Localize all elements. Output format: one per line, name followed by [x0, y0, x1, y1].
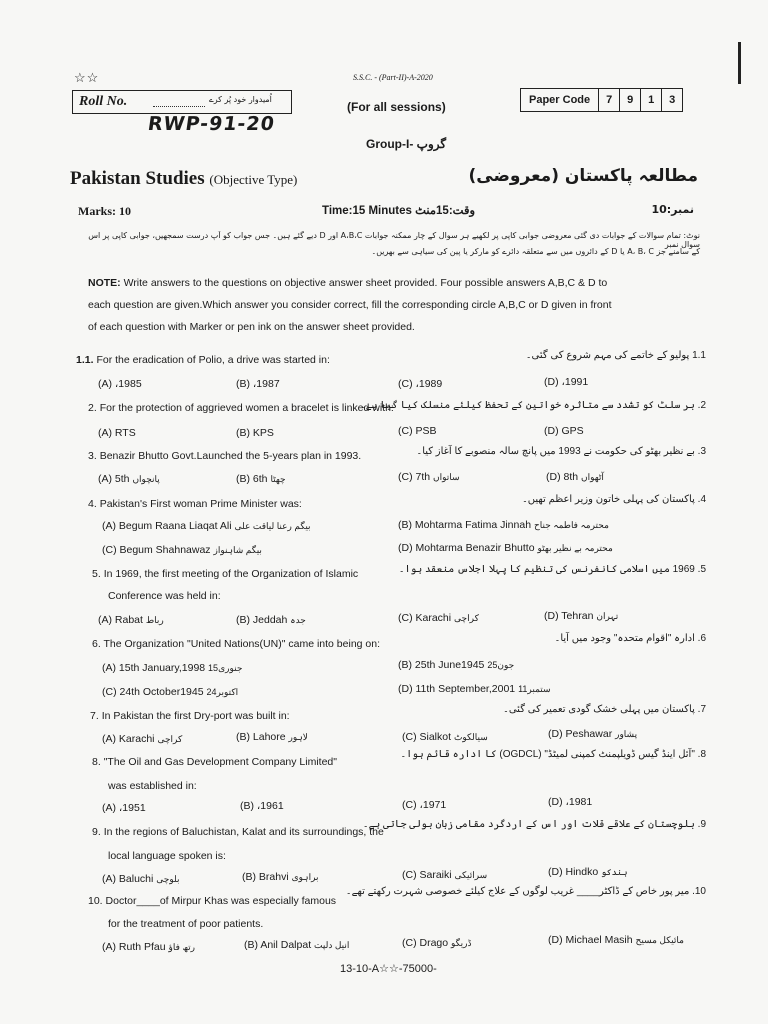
question-2-urdu: 2. بر سلٹ کو تشدد سے متاثرہ خواتین کے تحفظ کیلئے منسلک کیا گیا ہے۔: [359, 400, 706, 411]
question-10-line-2: for the treatment of poor patients.: [108, 918, 264, 930]
subject-title: [70, 168, 297, 190]
q3-option-a: (A) 5th پانچواں: [98, 473, 160, 485]
q6-option-d: (D) 11th September,2001 11ستمبر: [398, 683, 551, 695]
question-7-urdu: 7. پاکستان میں پہلی خشک گودی تعمیر کی گئی۔: [502, 704, 706, 715]
question-5-urdu: 5. 1969 میں اسلامی کانفرنس کی تنظیم کا پہلا اجلاس منعقد ہوا۔: [398, 564, 706, 575]
subject-name: Pakistan Studies: [70, 168, 205, 189]
q10-option-c: (C) Drago ڈریگو: [402, 937, 472, 949]
paper-code-digit: 3: [669, 94, 676, 106]
q3-option-c: (C) 7th ساتواں: [398, 471, 460, 483]
question-7: 7. In Pakistan the first Dry-port was built in:: [90, 710, 290, 722]
question-8: 8. "The Oil and Gas Development Company Limited": [92, 756, 337, 768]
q7-option-b: (B) Lahore لاہور: [236, 731, 308, 743]
q5-option-c: (C) Karachi کراچی: [398, 612, 479, 624]
roll-handwritten: RWP-91-20: [146, 113, 277, 135]
footer-code: 13-10-A☆☆-75000-: [340, 963, 437, 975]
question-5-line-2: Conference was held in:: [108, 590, 221, 602]
question-5: 5. In 1969, the first meeting of the Organization of Islamic: [92, 568, 359, 580]
q7-option-c: (C) Sialkot سیالکوٹ: [402, 731, 488, 743]
q8-option-d: (D) ،1981: [548, 796, 593, 808]
instructions-urdu-line-1: نوٹ: تمام سوالات کے جوابات دی گئی معروضی جوابی کاپی پر لکھیے ہر سوال کے چار ممکنہ جوابات A،B،C اور D دیے گئے ہیں۔ جس جواب کو آپ درست سمجھیں، جوابی کاپی پر اس سوال نمبر: [88, 231, 700, 249]
q2-option-a: (A) RTS: [98, 427, 136, 439]
q9-option-c: (C) Saraiki سرائیکی: [402, 869, 488, 881]
q6-option-a: (A) 15th January,1998 15جنوری: [102, 662, 243, 674]
roll-line: [153, 106, 205, 107]
marks-label: Marks: 10: [78, 204, 131, 218]
q9-option-a: (A) Baluchi بلوچی: [102, 873, 180, 885]
q2-option-d: (D) GPS: [544, 425, 584, 437]
q5-option-d: (D) Tehran تہران: [544, 610, 619, 622]
q4-option-b: (B) Mohtarma Fatima Jinnah محترمہ فاطمہ جناح: [398, 519, 609, 531]
question-10: 10. Doctor____of Mirpur Khas was especially famous: [88, 895, 337, 907]
q10-option-b: (B) Anil Dalpat انیل دلپت: [244, 939, 350, 951]
paper-code-digit: 7: [599, 89, 620, 111]
question-1: 1.1. For the eradication of Polio, a drive was started in:: [76, 354, 330, 366]
subject-title-urdu: مطالعہ پاکستان (معروضی): [468, 166, 698, 186]
q10-option-a: (A) Ruth Pfau رتھ فاؤ: [102, 941, 195, 953]
roll-urdu-label: اُمیدوار خود پُر کرے: [209, 95, 272, 104]
question-4-urdu: 4. پاکستان کی پہلی خاتون وزیر اعظم تھیں۔: [521, 494, 706, 505]
question-9-urdu: 9. بلوچستان کے علاقے قلات اور اس کے اردگرد مقامی زبان بولی جاتی ہے۔: [362, 819, 706, 830]
q8-option-c: (C) ،1971: [402, 799, 447, 811]
margin-mark: [738, 42, 741, 84]
question-6: 6. The Organization "United Nations(UN)" came into being on:: [92, 638, 381, 650]
paper-code-label: Paper Code: [521, 89, 599, 111]
question-8-line-2: was established in:: [108, 780, 197, 792]
q4-option-c: (C) Begum Shahnawaz بیگم شاہنواز: [102, 544, 262, 556]
paper-code-box: [520, 88, 683, 112]
question-3-urdu: 3. بے نظیر بھٹو کی حکومت نے 1993 میں پانچ سالہ منصوبے کا آغاز کیا۔: [416, 446, 706, 457]
question-4: 4. Pakistan's First woman Prime Minister was:: [88, 498, 302, 510]
sessions-note: (For all sessions): [347, 100, 446, 114]
note-line-3: of each question with Marker or pen ink on the answer sheet provided.: [88, 321, 415, 333]
time-label: Time:15 Minutes وقت:15منٹ: [322, 205, 476, 217]
instructions-urdu-line-2: کے سامنے جز A، B، C یا D کے دائروں میں سے متعلقہ دائرے کو مارکر یا پین کی سیاہی سے بھریں۔: [371, 247, 700, 256]
q1-option-a: (A) ،1985: [98, 378, 142, 390]
question-6-urdu: 6. ادارہ "اقوام متحدہ" وجود میں آیا۔: [554, 633, 706, 644]
q5-option-a: (A) Rabat رباط: [98, 614, 164, 626]
question-2: 2. For the protection of aggrieved women a bracelet is linked with:: [88, 402, 394, 414]
note-line-2: each question are given.Which answer you consider correct, fill the corresponding circle A,B,C or D given in front: [88, 299, 612, 311]
question-1-urdu: 1.1 پولیو کے خاتمے کی مہم شروع کی گئی۔: [525, 350, 706, 361]
roll-label: Roll No.: [79, 94, 128, 109]
instructions-english: [88, 273, 708, 293]
question-3: 3. Benazir Bhutto Govt.Launched the 5-years plan in 1993.: [88, 450, 362, 462]
q5-option-b: (B) Jeddah جدہ: [236, 614, 306, 626]
q3-option-d: (D) 8th آٹھواں: [546, 471, 604, 483]
q6-option-c: (C) 24th October1945 24اکتوبر: [102, 686, 239, 698]
q1-option-b: (B) ،1987: [236, 378, 280, 390]
q3-option-b: (B) 6th چھٹا: [236, 473, 286, 485]
q7-option-a: (A) Karachi کراچی: [102, 733, 183, 745]
q4-option-d: (D) Mohtarma Benazir Bhutto محترمہ بے نظیر بھٹو: [398, 542, 613, 554]
q2-option-c: (C) PSB: [398, 425, 437, 437]
q7-option-d: (D) Peshawar پشاور: [548, 728, 638, 740]
marks-urdu: نمبر:10: [651, 203, 694, 216]
q9-option-b: (B) Brahvi براہوی: [242, 871, 319, 883]
exam-code: S.S.C. - (Part-II)-A-2020: [353, 73, 433, 82]
note-line-1: NOTE: Write answers to the questions on objective answer sheet provided. Four possible answers A,B,C & D to: [88, 277, 608, 289]
question-10-urdu: 10. میر پور خاص کے ڈاکٹر____ غریب لوگوں کے علاج کیلئے خصوصی شہرت رکھتے تھے۔: [345, 886, 706, 897]
question-9-line-2: local language spoken is:: [108, 850, 226, 862]
q8-option-a: (A) ،1951: [102, 802, 146, 814]
q10-option-d: (D) Michael Masih مائیکل مسیح: [548, 934, 684, 946]
q8-option-b: (B) ،1961: [240, 800, 284, 812]
question-8-urdu: 8. "آئل اینڈ گیس ڈویلپمنٹ کمپنی لمیٹڈ" (OGDCL) کا ادارہ قائم ہوا۔: [400, 749, 706, 760]
q1-option-d: (D) ،1991: [544, 376, 589, 388]
paper-code-digit: 9: [620, 89, 641, 111]
paper-code-digit: 1: [641, 89, 662, 111]
q2-option-b: (B) KPS: [236, 427, 274, 439]
roll-number-box: [72, 90, 292, 114]
q4-option-a: (A) Begum Raana Liaqat Ali بیگم رعنا لیاقت علی: [102, 520, 311, 532]
subject-type: (Objective Type): [209, 172, 298, 187]
stars-mark: ☆☆: [74, 70, 100, 85]
note-label: NOTE:: [88, 277, 121, 289]
question-9: 9. In the regions of Baluchistan, Kalat and its surroundings, the: [92, 826, 384, 838]
group-label: Group-I- گروپ: [366, 137, 447, 151]
q9-option-d: (D) Hindko ہندکو: [548, 866, 628, 878]
q6-option-b: (B) 25th June1945 25جون: [398, 659, 515, 671]
q1-option-c: (C) ،1989: [398, 378, 443, 390]
